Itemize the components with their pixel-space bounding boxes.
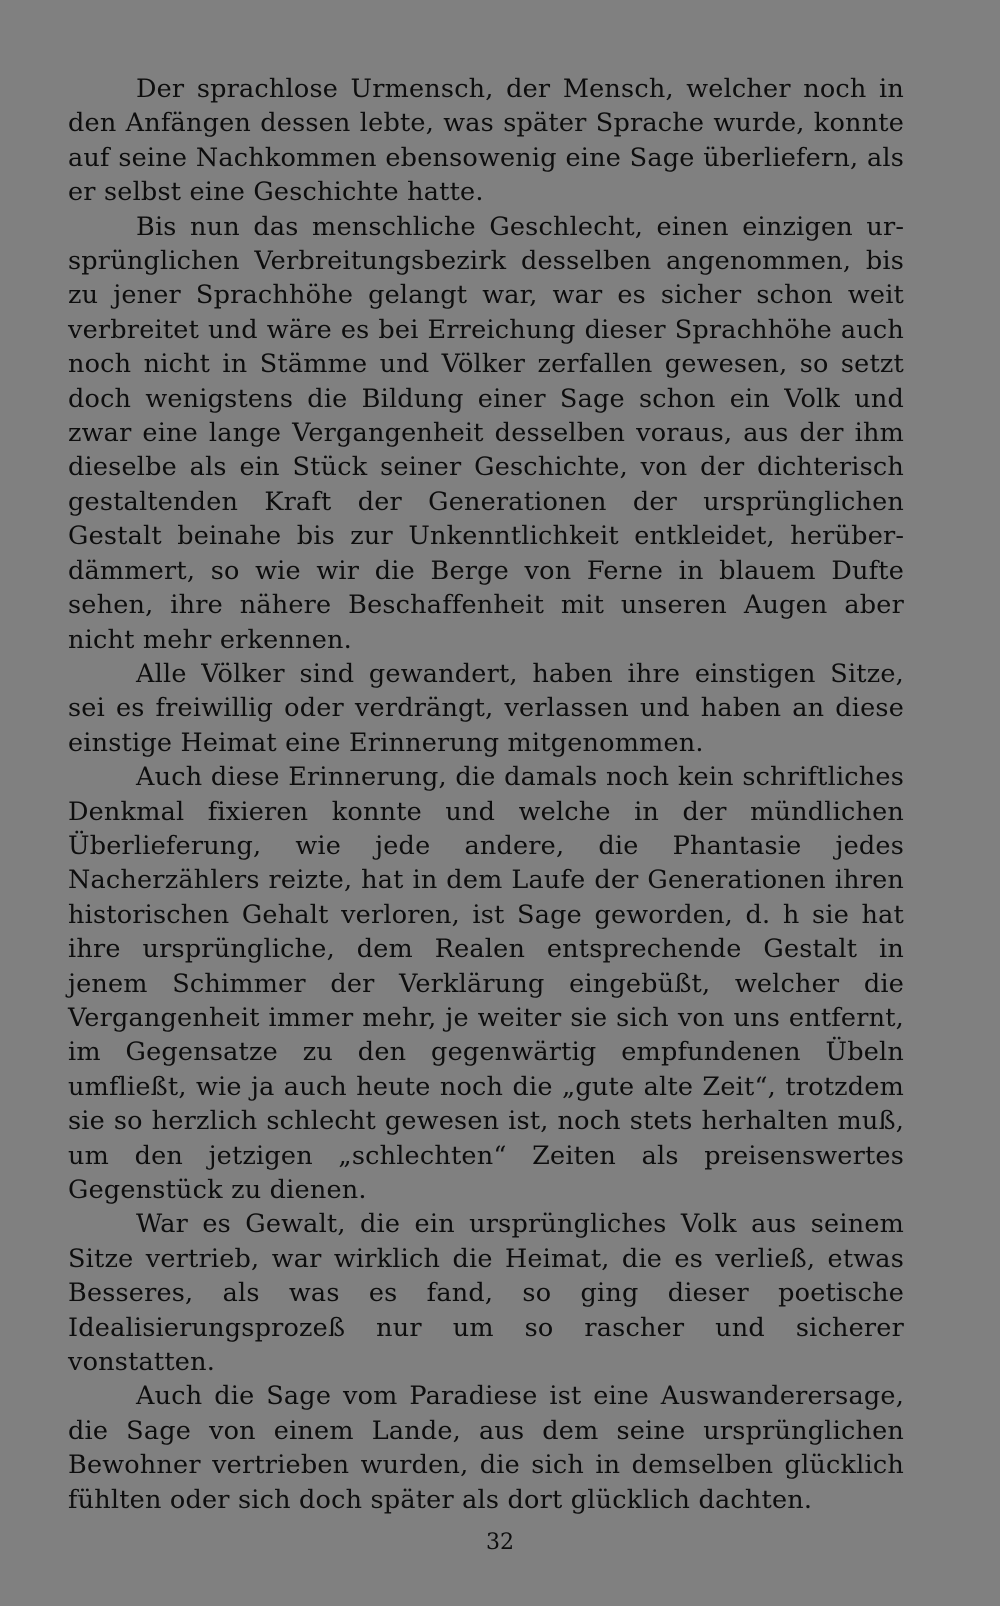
paragraph-1: Der sprachlose Urmensch, der Mensch, welcher noch in den Anfängen dessen lebte, was später Sprache wurde, konnte auf seine Nachkommen ebensowenig eine Sage überliefern, als er selbst eine Geschichte hatte. [68,74,904,208]
page-number: 32 [486,1530,514,1555]
paragraph-5: War es Gewalt, die ein ursprüngliches Volk aus seinem Sitze vertrieb, war wirklich die Heimat, die es verließ, etwas Besseres, als was es fand, so ging dieser poetische Idealisierungsprozeß nur um so rascher und sicherer vonstatten. [68,1209,904,1378]
paragraph-3: Alle Völker sind gewandert, haben ihre einstigen Sitze, sei es freiwillig oder verdrängt, verlassen und haben an diese einstige Heimat eine Erinnerung mitgenommen. [68,658,904,758]
body-text [68,72,904,1517]
paragraph-2: Bis nun das menschliche Geschlecht, einen einzigen ursprünglichen Verbreitungsbezirk desselben angenommen, bis zu jener Sprachhöhe gelangt war, war es sicher schon weit verbreitet und wäre es bei Erreichung dieser Sprachhöhe auch noch nicht in Stämme und Völker zerfallen gewesen, so setzt doch wenigstens die Bildung einer Sage schon ein Volk und zwar eine lange Vergangenheit desselben voraus, aus der ihm dieselbe als ein Stück seiner Geschichte, von der dichterisch gestaltenden Kraft der Generationen der ursprünglichen Gestalt beinahe bis zur Unkenntlichkeit entkleidet, herüberdämmert, so wie wir die Berge von Ferne in blauem Dufte sehen, ihre nähere Beschaffenheit mit unseren Augen aber nicht mehr erkennen. [68,211,904,655]
paragraph-4: Auch diese Erinnerung, die damals noch kein schriftliches Denkmal fixieren konnte und welche in der mündlichen Überlieferung, wie jede andere, die Phantasie jedes Nacherzählers reizte, hat in dem Laufe der Generationen ihren historischen Gehalt verloren, ist Sage geworden, d. h sie hat ihre ursprüngliche, dem Realen entsprechende Gestalt in jenem Schimmer der Verklärung eingebüßt, welcher die Vergangenheit immer mehr, je weiter sie sich von uns entfernt, im Gegensatze zu den gegenwärtig empfundenen Übeln umfließt, wie ja auch heute noch die „gute alte Zeit“, trotzdem sie so herzlich schlecht gewesen ist, noch stets herhalten muß, um den jetzigen „schlechten“ Zeiten als preisenswertes Gegenstück zu dienen. [68,762,904,1205]
paragraph-6: Auch die Sage vom Paradiese ist eine Auswanderersage, die Sage von einem Lande, aus dem seine ursprünglichen Bewohner vertrieben wurden, die sich in demselben glücklich fühlten oder sich doch später als dort glücklich dachten. [68,1381,904,1515]
